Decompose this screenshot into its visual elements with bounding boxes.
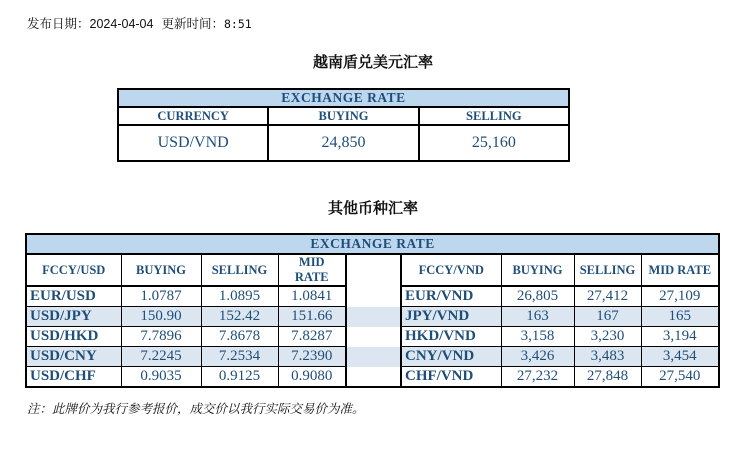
table-banner-row [26, 234, 719, 254]
pair-cell: CHF/VND [401, 367, 501, 388]
buying-cell: 0.9035 [121, 367, 201, 388]
selling-cell: 0.9125 [201, 367, 278, 388]
table-row [26, 327, 719, 347]
midrate-cell: 0.9080 [278, 367, 346, 388]
buying-cell: 3,158 [501, 327, 574, 347]
buying-rate-cell: 24,850 [268, 125, 418, 161]
usd-vnd-section-title: 越南盾兑美元汇率 [312, 54, 433, 71]
midrate-cell: 7.2390 [278, 347, 346, 367]
spacer-cell [346, 367, 401, 388]
spacer-cell [346, 286, 401, 307]
pair-cell: EUR/USD [26, 286, 121, 307]
midrate-cell: 3,194 [641, 327, 719, 347]
publish-date-value: 2024-04-04 [89, 17, 154, 31]
buying-cell: 26,805 [501, 286, 574, 307]
midrate-cell: 1.0841 [278, 286, 346, 307]
table-row [118, 125, 569, 161]
pair-cell: USD/CHF [26, 367, 121, 388]
table-header-row [26, 254, 719, 286]
selling-cell: 1.0895 [201, 286, 278, 307]
selling-cell: 7.2534 [201, 347, 278, 367]
selling-cell: 27,412 [574, 286, 641, 307]
pair-cell: USD/JPY [26, 307, 121, 327]
publish-info-line [27, 14, 252, 32]
selling-cell: 152.42 [201, 307, 278, 327]
spacer-cell [346, 307, 401, 327]
currency-pair-cell: USD/VND [118, 125, 268, 161]
table-row [26, 307, 719, 327]
pair-cell: CNY/VND [401, 347, 501, 367]
midrate-cell: 3,454 [641, 347, 719, 367]
pair-cell: HKD/VND [401, 327, 501, 347]
update-time-label: 更新时间： [161, 17, 224, 31]
midrate-cell: 27,540 [641, 367, 719, 388]
col-header-buying: BUYING [268, 107, 418, 125]
col-header-selling-left: SELLING [201, 254, 278, 286]
midrate-cell: 165 [641, 307, 719, 327]
selling-cell: 167 [574, 307, 641, 327]
buying-cell: 7.2245 [121, 347, 201, 367]
col-header-buying-left: BUYING [121, 254, 201, 286]
col-header-selling-right: SELLING [574, 254, 641, 286]
exchange-rate-banner: EXCHANGE RATE [26, 234, 719, 254]
selling-cell: 27,848 [574, 367, 641, 388]
disclaimer-note: 注：此牌价为我行参考报价，成交价以我行实际交易价为准。 [27, 402, 365, 416]
midrate-cell: 151.66 [278, 307, 346, 327]
buying-cell: 7.7896 [121, 327, 201, 347]
selling-cell: 7.8678 [201, 327, 278, 347]
col-header-buying-right: BUYING [501, 254, 574, 286]
buying-cell: 1.0787 [121, 286, 201, 307]
exchange-rate-banner: EXCHANGE RATE [118, 89, 569, 107]
table-row [26, 347, 719, 367]
col-header-fccy-vnd: FCCY/VND [401, 254, 501, 286]
midrate-cell: 27,109 [641, 286, 719, 307]
col-header-fccy-usd: FCCY/USD [26, 254, 121, 286]
buying-cell: 150.90 [121, 307, 201, 327]
table-row [26, 286, 719, 307]
usd-vnd-rate-table [117, 88, 570, 162]
buying-cell: 163 [501, 307, 574, 327]
selling-cell: 3,483 [574, 347, 641, 367]
selling-cell: 3,230 [574, 327, 641, 347]
publish-date-label: 发布日期： [27, 17, 90, 31]
buying-cell: 27,232 [501, 367, 574, 388]
spacer-cell [346, 327, 401, 347]
midrate-cell: 7.8287 [278, 327, 346, 347]
update-time-value: 8:51 [223, 17, 252, 31]
spacer-cell [346, 347, 401, 367]
col-header-midrate-right: MID RATE [641, 254, 719, 286]
pair-cell: JPY/VND [401, 307, 501, 327]
pair-cell: USD/CNY [26, 347, 121, 367]
other-currencies-rate-table [25, 233, 720, 388]
col-header-selling: SELLING [419, 107, 569, 125]
table-header-row [118, 107, 569, 125]
selling-rate-cell: 25,160 [419, 125, 569, 161]
pair-cell: EUR/VND [401, 286, 501, 307]
table-row [26, 367, 719, 388]
buying-cell: 3,426 [501, 347, 574, 367]
col-header-midrate-left: MID RATE [278, 254, 346, 286]
col-header-currency: CURRENCY [118, 107, 268, 125]
table-banner-row [118, 89, 569, 107]
pair-cell: USD/HKD [26, 327, 121, 347]
spacer-cell [346, 254, 401, 286]
other-currencies-section-title: 其他币种汇率 [327, 200, 418, 217]
